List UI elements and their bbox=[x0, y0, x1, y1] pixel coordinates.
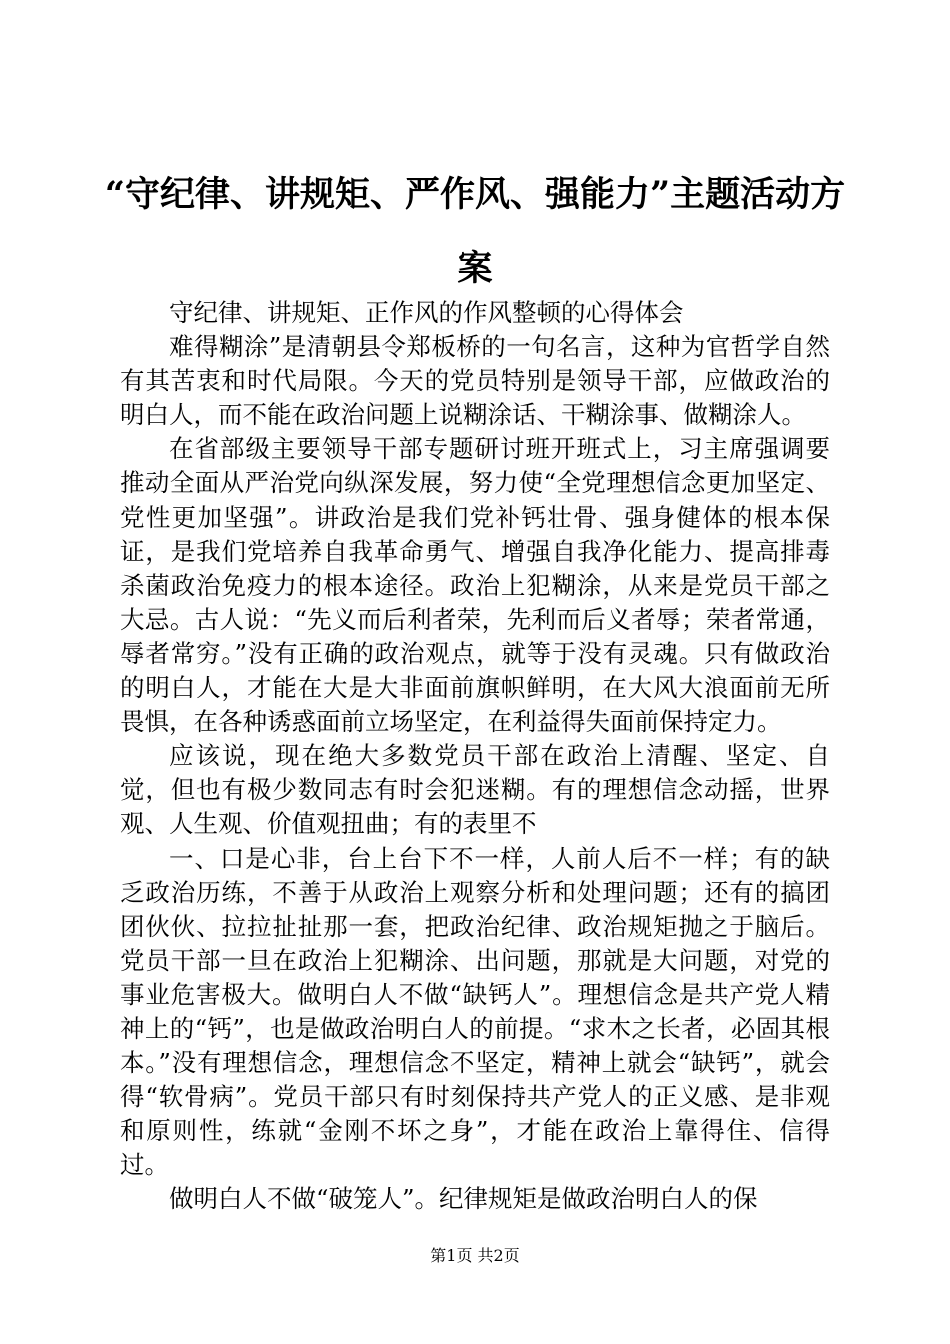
paragraph-4: 一、口是心非，台上台下不一样，人前人后不一样；有的缺乏政治历练，不善于从政治上观察分析和处理问题；还有的搞团团伙伙、拉拉扯扯那一套，把政治纪律、政治规矩抛之于脑后。党员干部一旦在政治上犯糊涂、出问题，那就是大问题，对党的事业危害极大。做明白人不做“缺钙人”。理想信念是共产党人精神上的“钙”，也是做政治明白人的前提。“求木之长者，必固其根本。”没有理想信念，理想信念不坚定，精神上就会“缺钙”，就会得“软骨病”。党员干部只有时刻保持共产党人的正义感、是非观和原则性，练就“金刚不坏之身”，才能在政治上靠得住、信得过。 bbox=[120, 843, 830, 1180]
paragraph-3: 应该说，现在绝大多数党员干部在政治上清醒、坚定、自觉，但也有极少数同志有时会犯迷糊。有的理想信念动摇，世界观、人生观、价值观扭曲；有的表里不 bbox=[120, 741, 830, 839]
paragraph-1: 难得糊涂”是清朝县令郑板桥的一句名言，这种为官哲学自然有其苦衷和时代局限。今天的党员特别是领导干部，应做政治的明白人，而不能在政治问题上说糊涂话、干糊涂事、做糊涂人。 bbox=[120, 332, 830, 430]
paragraph-subtitle: 守纪律、讲规矩、正作风的作风整顿的心得体会 bbox=[169, 298, 684, 327]
page-number-label: 第1页 共2页 bbox=[430, 1246, 520, 1265]
document-title: “守纪律、讲规矩、严作风、强能力”主题活动方案 bbox=[104, 174, 846, 289]
paragraph-2: 在省部级主要领导干部专题研讨班开班式上，习主席强调要推动全面从严治党向纵深发展，努力使“全党理想信念更加坚定、党性更加坚强”。讲政治是我们党补钙壮骨、强身健体的根本保证，是我们党培养自我革命勇气、增强自我净化能力、提高排毒杀菌政治免疫力的根本途径。政治上犯糊涂，从来是党员干部之大忌。古人说：“先义而后利者荣，先利而后义者辱；荣者常通，辱者常穷。”没有正确的政治观点，就等于没有灵魂。只有做政治的明白人，才能在大是大非面前旗帜鲜明，在大风大浪面前无所畏惧，在各种诱惑面前立场坚定，在利益得失面前保持定力。 bbox=[120, 434, 830, 737]
page-footer bbox=[0, 1245, 950, 1267]
paragraph-5: 做明白人不做“破笼人”。纪律规矩是做政治明白人的保 bbox=[169, 1184, 758, 1214]
document-body bbox=[120, 296, 830, 1217]
